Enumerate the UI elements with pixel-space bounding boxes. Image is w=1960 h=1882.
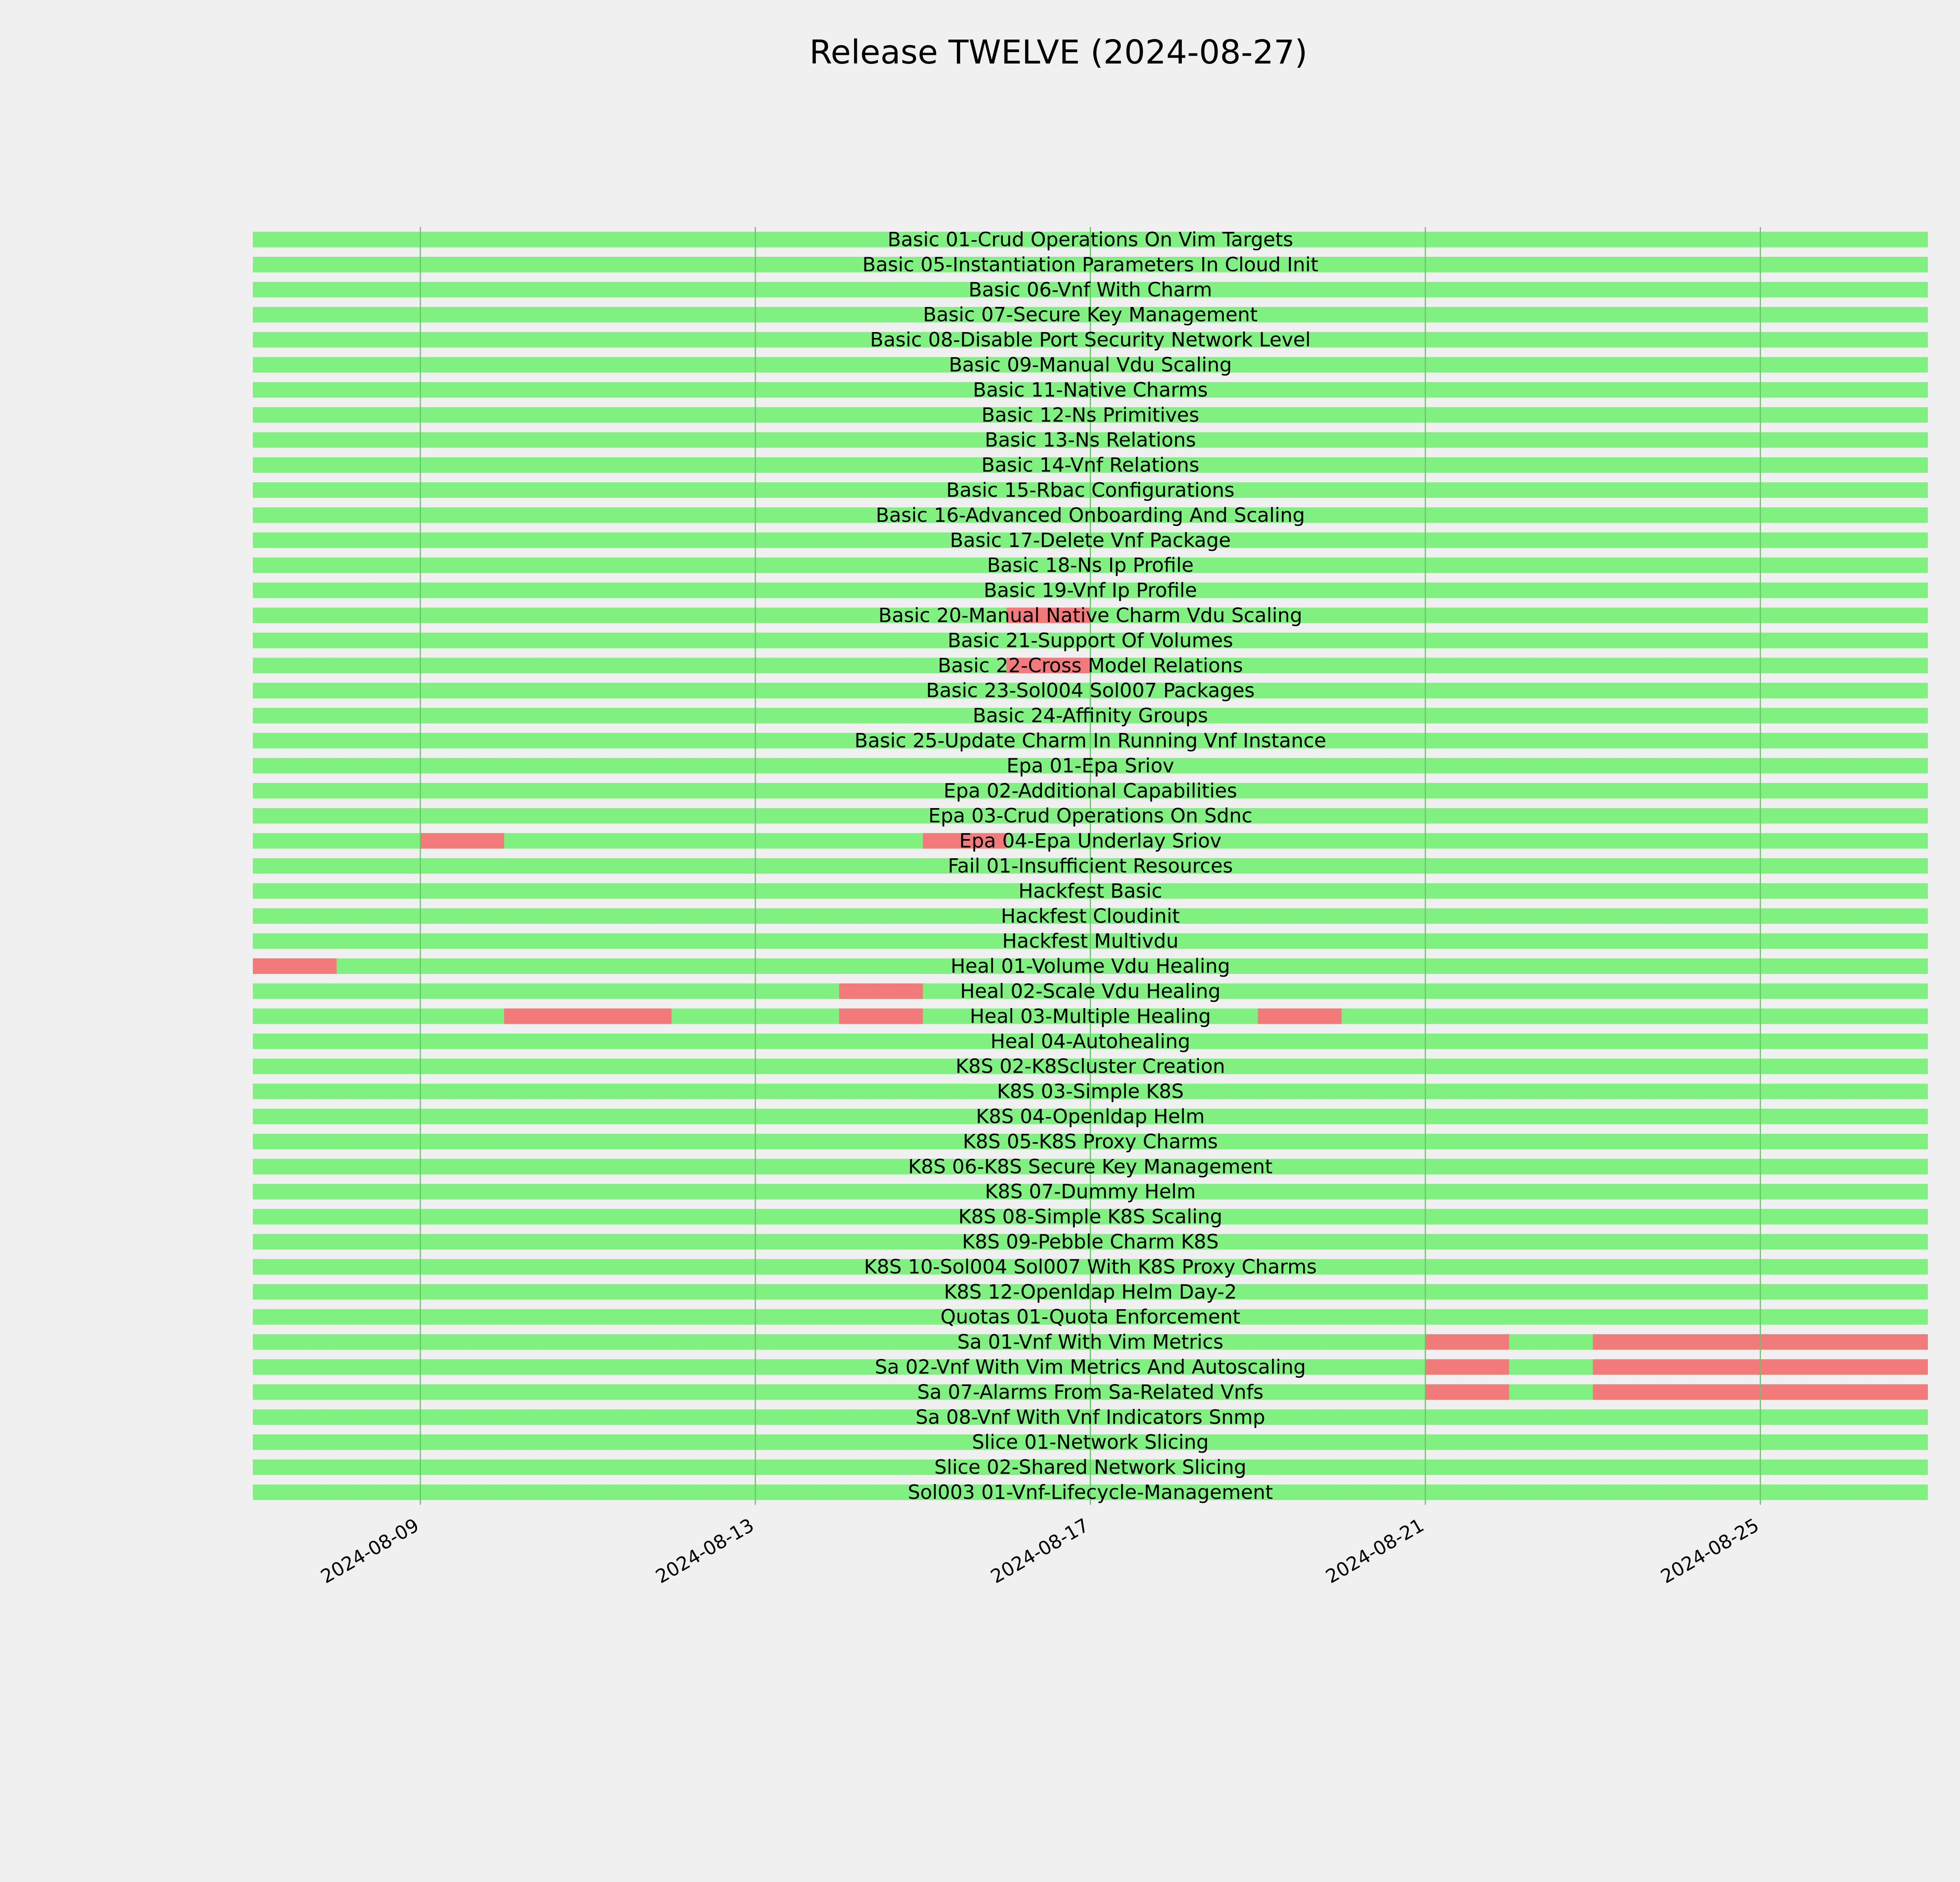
row-label: Basic 06-Vnf With Charm	[968, 278, 1212, 301]
row-label: Basic 08-Disable Port Security Network Level	[870, 328, 1311, 351]
row-label: K8S 05-K8S Proxy Charms	[963, 1130, 1218, 1153]
fail-bar	[1425, 1334, 1509, 1350]
row-label: Basic 05-Instantiation Parameters In Cloud Init	[862, 253, 1319, 276]
row-label: Sa 02-Vnf With Vim Metrics And Autoscaling	[875, 1355, 1306, 1379]
row-label: Epa 03-Crud Operations On Sdnc	[928, 804, 1252, 827]
row-label: Sa 08-Vnf With Vnf Indicators Snmp	[915, 1406, 1265, 1429]
row-label: Epa 04-Epa Underlay Sriov	[959, 829, 1222, 852]
row-label: Sol003 01-Vnf-Lifecycle-Management	[907, 1481, 1273, 1504]
row-label: Basic 21-Support Of Volumes	[947, 629, 1233, 652]
row-label: Hackfest Multivdu	[1002, 930, 1179, 953]
fail-bar	[253, 958, 337, 974]
row-label: Fail 01-Insufficient Resources	[947, 854, 1233, 877]
x-tick-label: 2024-08-25	[1657, 1514, 1763, 1588]
fail-bar	[1425, 1359, 1509, 1375]
row-label: Basic 13-Ns Relations	[985, 429, 1196, 452]
row-label: Hackfest Basic	[1018, 879, 1162, 903]
fail-bar	[504, 1008, 671, 1024]
row-label: K8S 08-Simple K8S Scaling	[958, 1205, 1223, 1228]
x-tick-label: 2024-08-21	[1322, 1514, 1428, 1588]
row-label: Basic 11-Native Charms	[973, 378, 1208, 401]
row-label: Basic 20-Manual Native Charm Vdu Scaling	[878, 604, 1303, 627]
row-label: Basic 16-Advanced Onboarding And Scaling	[876, 503, 1305, 527]
row-label: Epa 02-Additional Capabilities	[944, 779, 1237, 802]
x-tick-label: 2024-08-13	[652, 1514, 758, 1588]
row-label: Quotas 01-Quota Enforcement	[940, 1305, 1241, 1328]
row-label: K8S 09-Pebble Charm K8S	[962, 1230, 1219, 1253]
row-label: K8S 04-Openldap Helm	[976, 1105, 1205, 1128]
x-tick-label: 2024-08-17	[987, 1514, 1093, 1588]
row-label: Basic 07-Secure Key Management	[923, 303, 1258, 326]
row-label: K8S 03-Simple K8S	[997, 1080, 1184, 1103]
row-label: Basic 12-Ns Primitives	[981, 403, 1200, 427]
row-label: Basic 24-Affinity Groups	[973, 704, 1208, 727]
row-label: Basic 01-Crud Operations On Vim Targets	[887, 228, 1293, 251]
row-label: Basic 17-Delete Vnf Package	[950, 529, 1231, 552]
fail-bar	[1425, 1384, 1509, 1400]
row-label: Basic 25-Update Charm In Running Vnf Instance	[854, 729, 1327, 752]
row-label: Sa 01-Vnf With Vim Metrics	[957, 1330, 1223, 1353]
fail-bar	[420, 833, 504, 849]
row-label: Heal 01-Volume Vdu Healing	[950, 955, 1230, 978]
row-label: Heal 04-Autohealing	[990, 1030, 1191, 1053]
fail-bar	[839, 1008, 923, 1024]
row-label: Basic 23-Sol004 Sol007 Packages	[926, 679, 1255, 702]
row-label: Slice 01-Network Slicing	[972, 1431, 1209, 1454]
x-axis-tick-labels	[317, 1514, 1763, 1588]
row-label: Epa 01-Epa Sriov	[1006, 754, 1174, 777]
row-label: Basic 14-Vnf Relations	[981, 454, 1200, 477]
fail-bar	[1258, 1008, 1342, 1024]
row-label: K8S 12-Openldap Helm Day-2	[944, 1280, 1237, 1303]
row-label: Heal 02-Scale Vdu Healing	[960, 980, 1221, 1003]
chart-title: Release TWELVE (2024-08-27)	[809, 33, 1308, 71]
row-label: Heal 03-Multiple Healing	[969, 1005, 1211, 1028]
x-tick-label: 2024-08-09	[317, 1514, 423, 1588]
row-label: Slice 02-Shared Network Slicing	[934, 1456, 1247, 1479]
fail-bar	[839, 983, 923, 999]
row-label: Basic 22-Cross Model Relations	[938, 654, 1243, 677]
row-label: Basic 09-Manual Vdu Scaling	[949, 353, 1232, 376]
row-label: Basic 19-Vnf Ip Profile	[984, 579, 1197, 602]
row-label: K8S 10-Sol004 Sol007 With K8S Proxy Charms	[864, 1255, 1317, 1278]
row-label: Basic 18-Ns Ip Profile	[987, 554, 1194, 577]
row-label: K8S 06-K8S Secure Key Management	[908, 1155, 1273, 1178]
row-label: K8S 07-Dummy Helm	[985, 1180, 1196, 1203]
row-label: K8S 02-K8Scluster Creation	[955, 1055, 1225, 1078]
row-label: Basic 15-Rbac Configurations	[946, 478, 1235, 501]
row-label: Hackfest Cloudinit	[1001, 905, 1180, 928]
row-label: Sa 07-Alarms From Sa-Related Vnfs	[917, 1381, 1264, 1404]
